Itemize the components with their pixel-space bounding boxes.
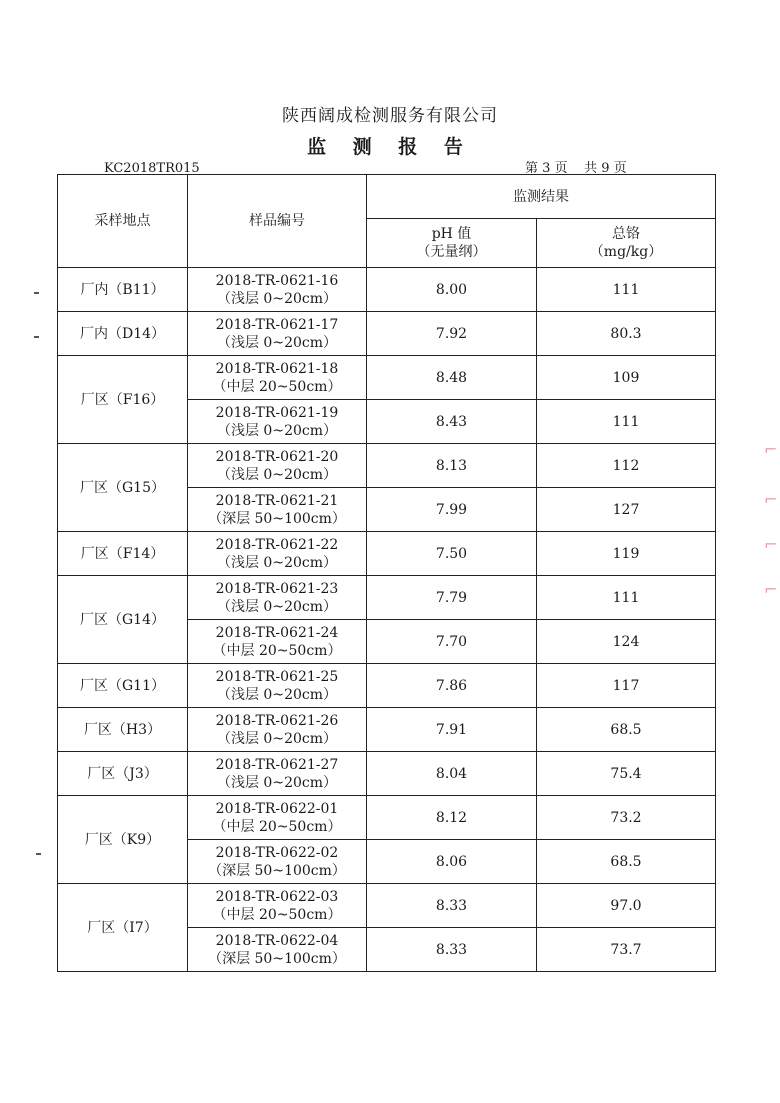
sample-id-cell <box>188 796 367 840</box>
location-cell: 厂内（D14） <box>58 312 188 356</box>
sample-depth: （中层 20~50cm） <box>212 906 342 923</box>
table-row <box>58 752 716 796</box>
page-label: 页 <box>554 161 568 176</box>
ph-value-cell: 8.12 <box>367 796 537 840</box>
chromium-value-cell: 68.5 <box>537 708 716 752</box>
sample-id: 2018-TR-0621-26 <box>215 712 339 729</box>
sample-id: 2018-TR-0621-24 <box>215 624 339 641</box>
table-header-row <box>58 175 716 219</box>
sample-id-cell <box>188 356 367 400</box>
sample-id-cell <box>188 620 367 664</box>
sample-id: 2018-TR-0621-17 <box>215 316 339 333</box>
ph-value-cell: 7.86 <box>367 664 537 708</box>
sample-id: 2018-TR-0621-27 <box>215 756 339 773</box>
header-chromium <box>537 219 716 268</box>
results-table <box>57 174 716 972</box>
ph-value-cell: 8.48 <box>367 356 537 400</box>
location-cell: 厂区（G11） <box>58 664 188 708</box>
sample-id: 2018-TR-0622-01 <box>215 800 339 817</box>
sample-depth: （浅层 0~20cm） <box>216 334 338 351</box>
chromium-value-cell: 109 <box>537 356 716 400</box>
header-sample-id: 样品编号 <box>188 175 367 268</box>
table-row <box>58 356 716 400</box>
header-chromium-label: 总铬 <box>612 226 640 242</box>
sample-depth: （浅层 0~20cm） <box>216 686 338 703</box>
chromium-value-cell: 73.2 <box>537 796 716 840</box>
scan-mark <box>34 292 39 294</box>
ph-value-cell: 7.92 <box>367 312 537 356</box>
table-row <box>58 884 716 928</box>
ph-value-cell: 7.79 <box>367 576 537 620</box>
sample-id: 2018-TR-0621-18 <box>215 360 339 377</box>
sample-id: 2018-TR-0621-22 <box>215 536 339 553</box>
sample-id: 2018-TR-0621-23 <box>215 580 339 597</box>
results-table-container <box>57 174 715 972</box>
sample-depth: （中层 20~50cm） <box>212 378 342 395</box>
ph-value-cell: 8.13 <box>367 444 537 488</box>
sample-depth: （浅层 0~20cm） <box>216 422 338 439</box>
sample-id: 2018-TR-0621-16 <box>215 272 339 289</box>
sample-depth: （浅层 0~20cm） <box>216 774 338 791</box>
location-cell: 厂区（F16） <box>58 356 188 444</box>
ph-value-cell: 8.33 <box>367 884 537 928</box>
header-results: 监测结果 <box>367 175 716 219</box>
sample-id-cell <box>188 312 367 356</box>
location-cell: 厂区（J3） <box>58 752 188 796</box>
sample-id-cell <box>188 576 367 620</box>
ph-value-cell: 8.33 <box>367 928 537 972</box>
chromium-value-cell: 111 <box>537 268 716 312</box>
sample-id-cell <box>188 532 367 576</box>
sample-id: 2018-TR-0622-03 <box>215 888 339 905</box>
sample-id-cell <box>188 708 367 752</box>
ph-value-cell: 8.00 <box>367 268 537 312</box>
page-label: 第 <box>525 161 539 176</box>
chromium-value-cell: 68.5 <box>537 840 716 884</box>
location-cell: 厂区（F14） <box>58 532 188 576</box>
chromium-value-cell: 117 <box>537 664 716 708</box>
location-cell: 厂区（I7） <box>58 884 188 972</box>
sample-id-cell <box>188 400 367 444</box>
table-row <box>58 576 716 620</box>
chromium-value-cell: 97.0 <box>537 884 716 928</box>
header-ph-unit: （无量纲） <box>416 244 487 260</box>
page-label: 共 <box>584 161 598 176</box>
chromium-value-cell: 75.4 <box>537 752 716 796</box>
sample-id-cell <box>188 444 367 488</box>
sample-depth: （浅层 0~20cm） <box>216 466 338 483</box>
ph-value-cell: 7.91 <box>367 708 537 752</box>
location-cell: 厂内（B11） <box>58 268 188 312</box>
sample-depth: （浅层 0~20cm） <box>216 730 338 747</box>
chromium-value-cell: 73.7 <box>537 928 716 972</box>
chromium-value-cell: 80.3 <box>537 312 716 356</box>
header-ph-label: pH 值 <box>431 226 472 242</box>
sample-id-cell <box>188 752 367 796</box>
sample-id: 2018-TR-0621-19 <box>215 404 339 421</box>
sample-id-cell <box>188 840 367 884</box>
sample-depth: （浅层 0~20cm） <box>216 554 338 571</box>
table-row <box>58 532 716 576</box>
sample-id: 2018-TR-0621-21 <box>215 492 339 509</box>
header-location: 采样地点 <box>58 175 188 268</box>
sample-id: 2018-TR-0622-02 <box>215 844 339 861</box>
sample-id: 2018-TR-0622-04 <box>215 932 339 949</box>
sample-id-cell <box>188 664 367 708</box>
sample-depth: （深层 50~100cm） <box>208 862 346 879</box>
sample-depth: （中层 20~50cm） <box>212 642 342 659</box>
sample-id-cell <box>188 884 367 928</box>
header-chromium-unit: （mg/kg） <box>589 244 663 260</box>
report-title: 监 测 报 告 <box>307 136 473 158</box>
table-row <box>58 312 716 356</box>
stamp-fragment: ⌐ ⌐ ⌐ ⌐ <box>764 440 778 599</box>
table-row <box>58 664 716 708</box>
table-row <box>58 268 716 312</box>
page-total: 9 <box>601 161 610 176</box>
company-name: 陕西阔成检测服务有限公司 <box>282 106 498 126</box>
location-cell: 厂区（G15） <box>58 444 188 532</box>
sample-id-cell <box>188 268 367 312</box>
ph-value-cell: 8.06 <box>367 840 537 884</box>
chromium-value-cell: 124 <box>537 620 716 664</box>
sample-id: 2018-TR-0621-20 <box>215 448 339 465</box>
sample-depth: （深层 50~100cm） <box>208 950 346 967</box>
sample-depth: （中层 20~50cm） <box>212 818 342 835</box>
ph-value-cell: 7.50 <box>367 532 537 576</box>
sample-depth: （深层 50~100cm） <box>208 510 346 527</box>
sample-id: 2018-TR-0621-25 <box>215 668 339 685</box>
sample-id-cell <box>188 928 367 972</box>
ph-value-cell: 8.43 <box>367 400 537 444</box>
location-cell: 厂区（H3） <box>58 708 188 752</box>
scan-mark <box>34 336 39 338</box>
table-row <box>58 708 716 752</box>
location-cell: 厂区（K9） <box>58 796 188 884</box>
ph-value-cell: 7.70 <box>367 620 537 664</box>
page-current: 3 <box>542 161 551 176</box>
chromium-value-cell: 111 <box>537 400 716 444</box>
sample-depth: （浅层 0~20cm） <box>216 290 338 307</box>
sample-depth: （浅层 0~20cm） <box>216 598 338 615</box>
ph-value-cell: 8.04 <box>367 752 537 796</box>
chromium-value-cell: 112 <box>537 444 716 488</box>
location-cell: 厂区（G14） <box>58 576 188 664</box>
chromium-value-cell: 119 <box>537 532 716 576</box>
header-ph <box>367 219 537 268</box>
scan-mark <box>36 853 41 855</box>
page-label: 页 <box>613 161 627 176</box>
document-number: KC2018TR015 <box>104 161 200 176</box>
table-row <box>58 444 716 488</box>
chromium-value-cell: 111 <box>537 576 716 620</box>
ph-value-cell: 7.99 <box>367 488 537 532</box>
chromium-value-cell: 127 <box>537 488 716 532</box>
sample-id-cell <box>188 488 367 532</box>
table-row <box>58 796 716 840</box>
